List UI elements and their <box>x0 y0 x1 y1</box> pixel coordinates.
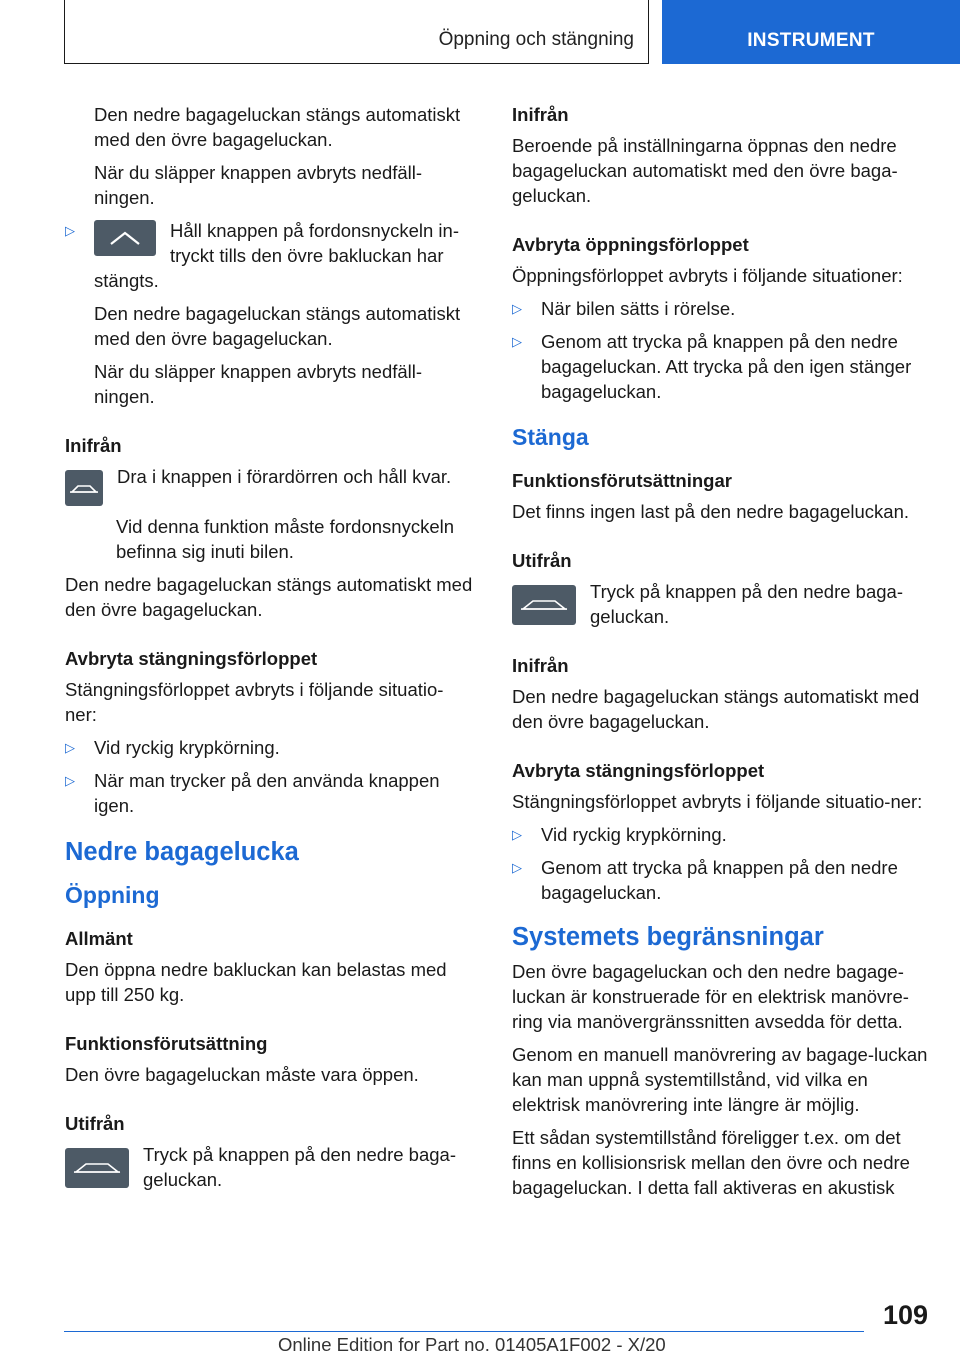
subheading: Utifrån <box>65 1113 125 1134</box>
paragraph: Den öppna nedre bakluckan kan belastas med upp till 250 kg. <box>65 959 447 1005</box>
paragraph: Den nedre bagageluckan stängs automatiskt med den övre bagageluckan. <box>65 574 473 620</box>
paragraph: Dra i knappen i förardörren och håll kvar. <box>117 466 452 487</box>
bullet-triangle-icon: ▷ <box>512 301 522 316</box>
bullet-triangle-icon: ▷ <box>512 827 522 842</box>
list-item: ▷ Vid ryckig krypkörning. <box>512 824 727 845</box>
list-item: ▷ När bilen sätts i rörelse. <box>512 298 736 319</box>
paragraph: Genom en manuell manövrering av bagage-luckan kan man uppnå systemtillstånd, vid vilka en elektrisk manövrering inte längre är möjlig. <box>512 1044 928 1115</box>
paragraph: Beroende på inställningarna öppnas den nedre bagageluckan automatiskt med den övre baga-geluckan. <box>512 135 898 206</box>
paragraph: Den nedre bagageluckan stängs automatiskt med den övre bagageluckan. <box>512 686 920 732</box>
subheading: Inifrån <box>512 655 569 676</box>
subheading: Utifrån <box>512 550 572 571</box>
subheading: Avbryta stängningsförloppet <box>512 760 765 781</box>
key-button-icon <box>94 220 156 256</box>
subheading: Funktionsförutsättningar <box>512 470 732 491</box>
list-item: ▷ När man trycker på den använda knappen igen. <box>65 770 440 816</box>
list-item: ▷ Vid ryckig krypkörning. <box>65 737 280 758</box>
section-heading: Nedre bagagelucka <box>65 838 299 866</box>
paragraph: Stängningsförloppet avbryts i följande situatio-ner: <box>512 791 923 812</box>
list-item: ▷ Genom att trycka på knappen på den nedre bagageluckan. <box>512 857 898 903</box>
page-number: 109 <box>882 1300 928 1330</box>
paragraph: När du släpper knappen avbryts nedfäll-ningen. <box>94 361 423 407</box>
header-chapter-box <box>662 0 960 64</box>
paragraph: Den nedre bagageluckan stängs automatiskt med den övre bagageluckan. <box>94 104 461 150</box>
list-item: ▷ Genom att trycka på knappen på den nedre bagageluckan. Att trycka på den igen stänger bagageluckan. <box>512 331 912 402</box>
icon-paragraph <box>512 579 930 629</box>
subheading: Funktionsförutsättning <box>65 1033 268 1054</box>
paragraph: Öppningsförloppet avbryts i följande situationer: <box>512 265 903 286</box>
subheading: Inifrån <box>65 435 122 456</box>
paragraph: Tryck på knappen på den nedre baga-geluckan. <box>590 581 904 627</box>
bullet-triangle-icon: ▷ <box>65 773 75 788</box>
subheading: Allmänt <box>65 928 133 949</box>
footer-divider <box>64 1331 864 1332</box>
subheading: Inifrån <box>512 104 569 125</box>
paragraph: Ett sådan systemtillstånd föreligger t.ex. om det finns en kollisionsrisk mellan den övre och nedre bagageluckan. I detta fall aktiveras en akustisk <box>512 1127 910 1198</box>
bullet-triangle-icon: ▷ <box>65 740 75 755</box>
subheading: Avbryta öppningsförloppet <box>512 234 749 255</box>
paragraph: När du släpper knappen avbryts nedfäll-ningen. <box>94 162 423 208</box>
subheading: Avbryta stängningsförloppet <box>65 648 318 669</box>
paragraph: Den nedre bagageluckan stängs automatiskt med den övre bagageluckan. <box>94 303 461 349</box>
header-section-box <box>64 0 649 64</box>
paragraph: Det finns ingen last på den nedre bagageluckan. <box>512 501 910 522</box>
header-section-title: Öppning och stängning <box>438 29 634 50</box>
paragraph: Den övre bagageluckan måste vara öppen. <box>65 1064 419 1085</box>
paragraph: Tryck på knappen på den nedre baga-geluckan. <box>143 1144 457 1190</box>
paragraph: Håll knappen på fordonsnyckeln in-tryckt tills den övre bakluckan har stängts. <box>94 220 459 291</box>
subsection-heading: Stänga <box>512 424 589 450</box>
tailgate-button-icon <box>65 1148 129 1188</box>
right-column <box>512 102 930 1208</box>
bullet-triangle-icon: ▷ <box>512 334 522 349</box>
list-item <box>65 218 475 293</box>
tailgate-button-icon <box>512 585 576 625</box>
bullet-triangle-icon: ▷ <box>65 223 75 238</box>
section-heading: Systemets begränsningar <box>512 923 824 951</box>
icon-paragraph <box>65 1142 475 1192</box>
paragraph: Vid denna funktion måste fordonsnyckeln befinna sig inuti bilen. <box>116 516 455 562</box>
left-column <box>65 102 475 1200</box>
header-chapter-title: INSTRUMENT <box>747 30 875 51</box>
paragraph: Den övre bagageluckan och den nedre bagage-luckan är konstruerade för en elektrisk manövre-ring via manövergränssnitten avsedda för detta. <box>512 961 909 1032</box>
footer-edition: Online Edition for Part no. 01405A1F002 - X/20 <box>278 1334 666 1355</box>
paragraph: Stängningsförloppet avbryts i följande situatio-ner: <box>65 679 444 725</box>
subsection-heading: Öppning <box>65 882 160 908</box>
bullet-triangle-icon: ▷ <box>512 860 522 875</box>
door-button-icon <box>65 470 103 506</box>
icon-paragraph <box>65 464 475 510</box>
